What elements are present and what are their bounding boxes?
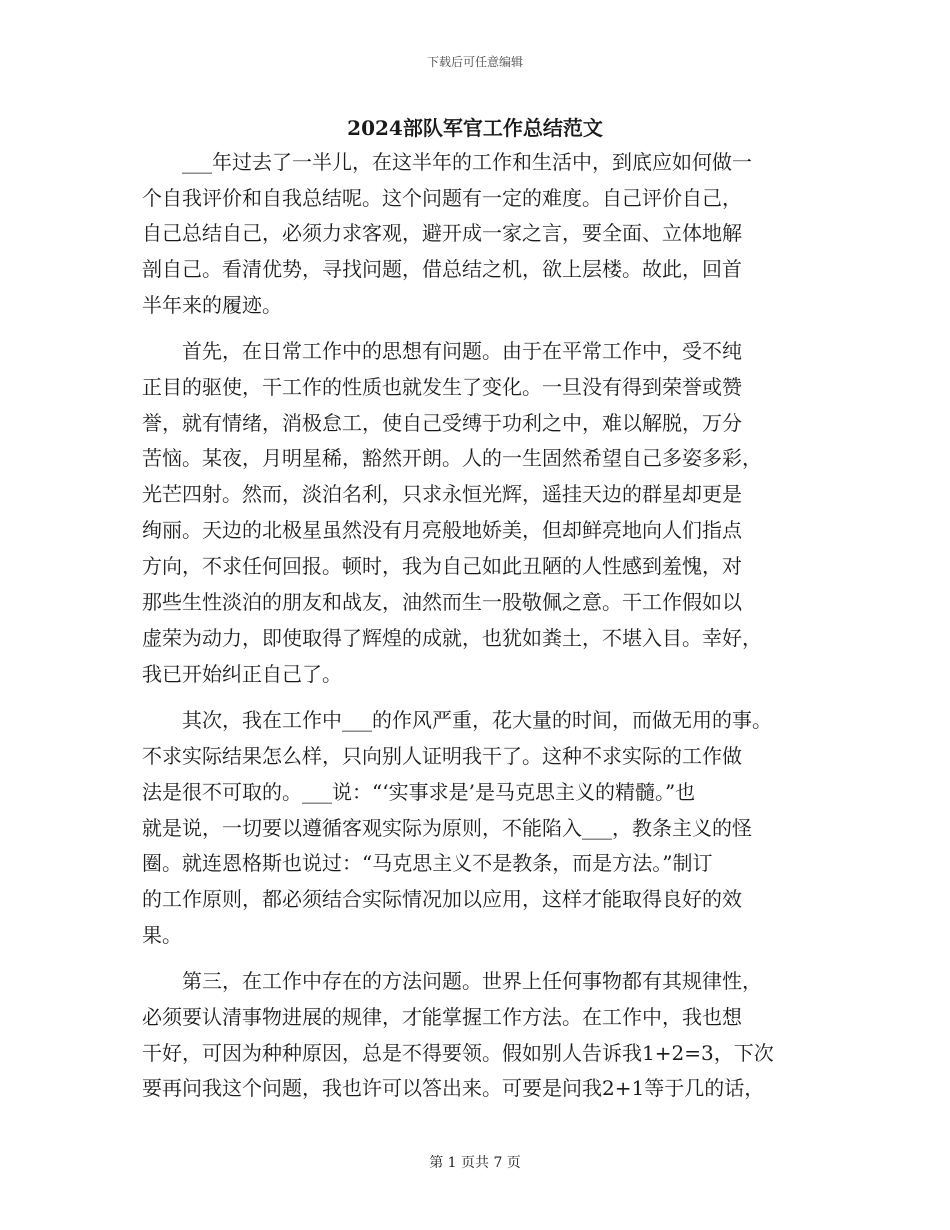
page-header-note: 下载后可任意编辑 — [426, 55, 523, 69]
body-line: 个自我评价和自我总结呢。这个问题有一定的难度。自己评价自己， — [142, 186, 742, 210]
body-line: 干好，可因为种种原因，总是不得要领。假如别人告诉我1+2=3，下次 — [142, 1041, 774, 1065]
body-line: ___年过去了一半儿，在这半年的工作和生活中，到底应如何做一 — [142, 150, 752, 174]
body-line: 其次，我在工作中___的作风严重，花大量的时间，而做无用的事。 — [142, 708, 772, 732]
body-line: 的工作原则，都必须结合实际情况加以应用，这样才能取得良好的效 — [142, 887, 742, 911]
body-line: 首先，在日常工作中的思想有问题。由于在平常工作中，受不纯 — [142, 339, 742, 363]
body-line: 方向，不求任何回报。顿时，我为自己如此丑陋的人性感到羞愧，对 — [142, 554, 742, 578]
body-line: 第三，在工作中存在的方法问题。世界上任何事物都有其规律性， — [142, 969, 762, 993]
body-line: 半年来的履迹。 — [142, 293, 282, 317]
document-title: 2024部队军官工作总结范文 — [347, 116, 603, 140]
body-line: 法是很不可取的。___说：“‘实事求是’是马克思主义的精髓。”也 — [142, 780, 696, 804]
body-line: 不求实际结果怎么样，只向别人证明我干了。这种不求实际的工作做 — [142, 744, 742, 768]
body-line: 那些生性淡泊的朋友和战友，油然而生一股敬佩之意。干工作假如以 — [142, 590, 742, 614]
body-line: 必须要认清事物进展的规律，才能掌握工作方法。在工作中，我也想 — [142, 1005, 742, 1029]
body-line: 苦恼。某夜，月明星稀，豁然开朗。人的一生固然希望自己多姿多彩， — [142, 446, 762, 470]
body-line: 光芒四射。然而，淡泊名利，只求永恒光辉，遥挂天边的群星却更是 — [142, 482, 742, 506]
page-footer-info: 第 1 页共 7 页 — [429, 1155, 521, 1171]
body-line: 绚丽。天边的北极星虽然没有月亮般地娇美，但却鲜亮地向人们指点 — [142, 518, 742, 542]
body-line: 果。 — [142, 923, 182, 947]
body-line: 虚荣为动力，即使取得了辉煌的成就，也犹如粪土，不堪入目。幸好， — [142, 626, 762, 650]
body-line: 正目的驱使，干工作的性质也就发生了变化。一旦没有得到荣誉或赞 — [142, 375, 742, 399]
body-line: 自己总结自己，必须力求客观，避开成一家之言，要全面、立体地解 — [142, 221, 742, 245]
body-line: 誉，就有情绪，消极怠工，使自己受缚于功利之中，难以解脱，万分 — [142, 411, 742, 435]
body-line: 我已开始纠正自己了。 — [142, 662, 342, 686]
body-line: 剖自己。看清优势，寻找问题，借总结之机，欲上层楼。故此，回首 — [142, 257, 742, 281]
body-line: 圈。就连恩格斯也说过：“马克思主义不是教条，而是方法。”制订 — [142, 851, 713, 875]
body-line: 要再问我这个问题，我也许可以答出来。可要是问我2+1等于几的话， — [142, 1076, 765, 1100]
body-line: 就是说，一切要以遵循客观实际为原则，不能陷入___，教条主义的怪 — [142, 816, 752, 840]
